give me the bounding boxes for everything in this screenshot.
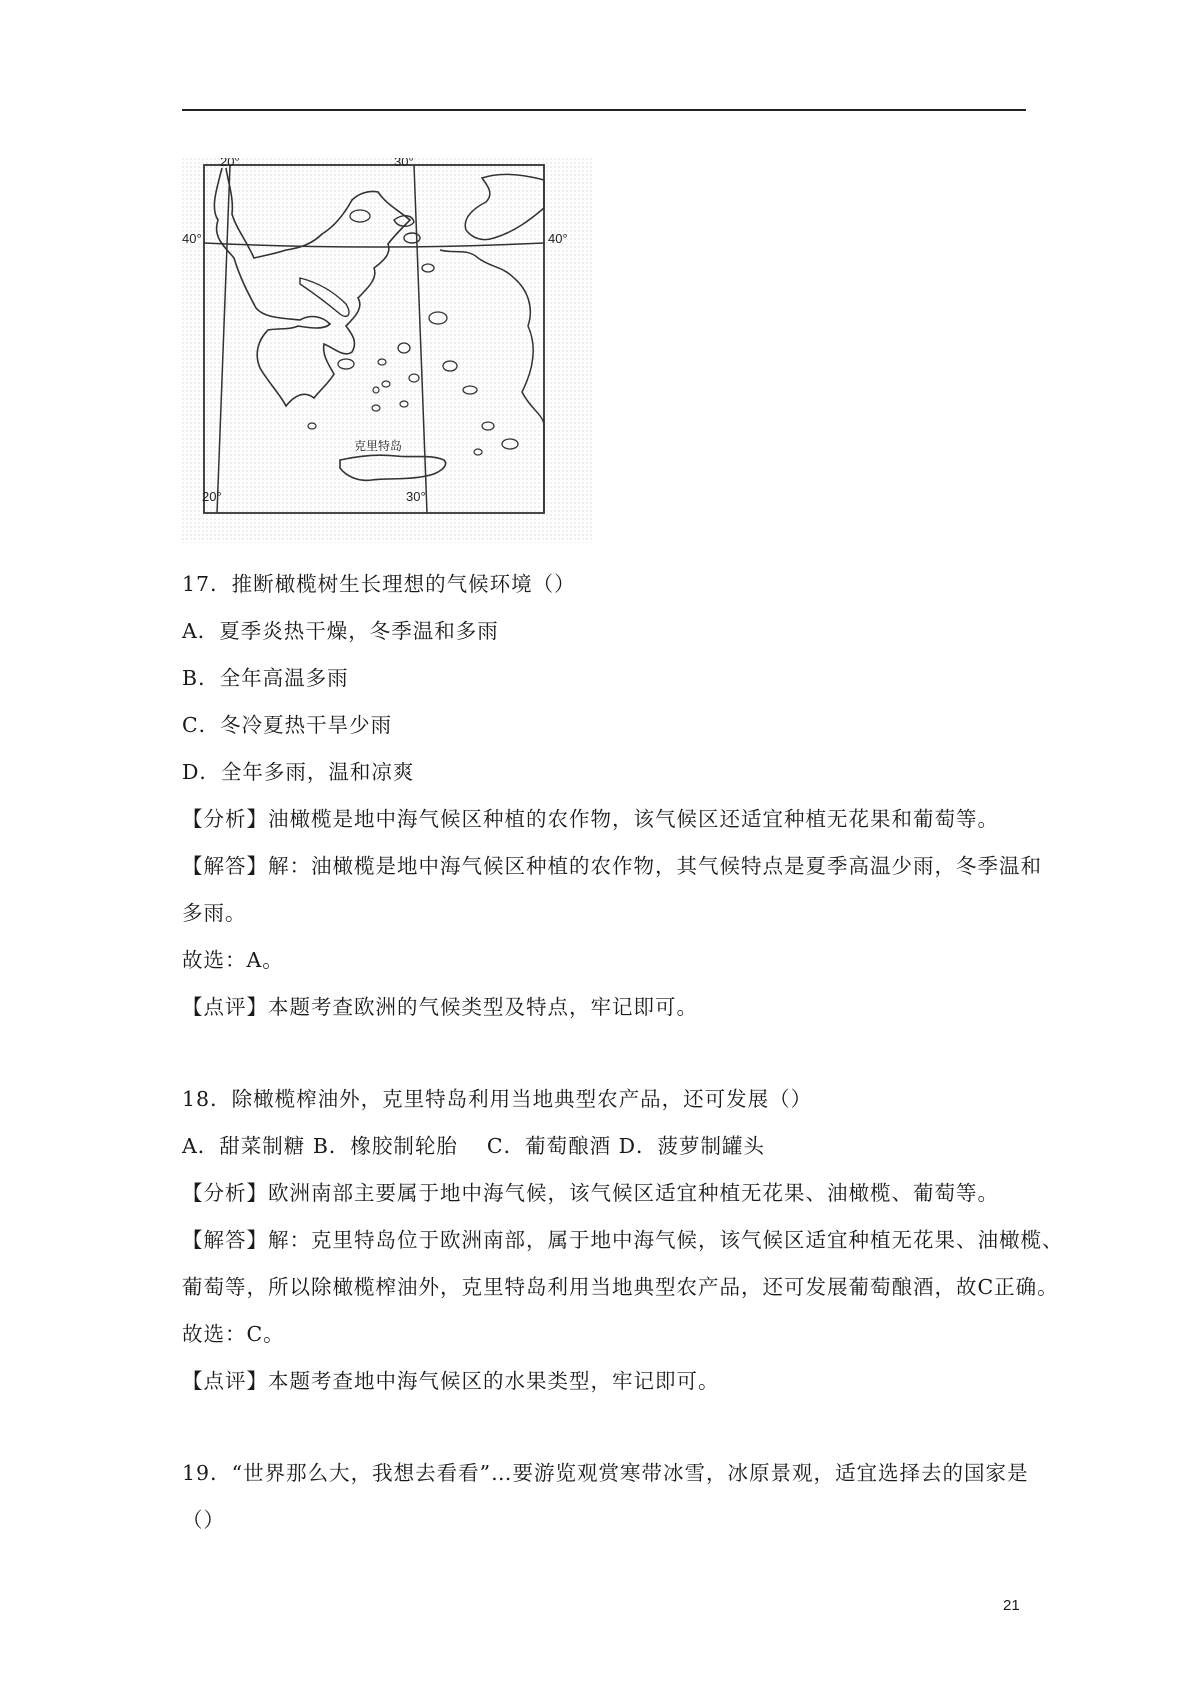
q17-comment: 【点评】本题考查欧洲的气候类型及特点，牢记即可。 bbox=[182, 995, 698, 1019]
q19-stem-line-1: 19．“世界那么大，我想去看看”…要游览观赏寒带冰雪，冰原景观，适宜选择去的国家是 bbox=[182, 1461, 1029, 1485]
q17-option-a: A．夏季炎热干燥，冬季温和多雨 bbox=[182, 619, 499, 643]
q18-answer-line-2: 葡萄等，所以除橄榄榨油外，克里特岛利用当地典型农产品，还可发展葡萄酿酒，故C正确。 bbox=[182, 1275, 1059, 1299]
page-number: 21 bbox=[1003, 1597, 1020, 1614]
greece-map bbox=[182, 158, 592, 543]
lon-label-top-30: 30° bbox=[394, 158, 414, 169]
q18-comment: 【点评】本题考查地中海气候区的水果类型，牢记即可。 bbox=[182, 1369, 720, 1393]
q17-option-b: B．全年高温多雨 bbox=[182, 666, 349, 690]
q17-option-c: C．冬冷夏热干旱少雨 bbox=[182, 713, 393, 737]
q18-analysis: 【分析】欧洲南部主要属于地中海气候，该气候区适宜种植无花果、油橄榄、葡萄等。 bbox=[182, 1181, 999, 1205]
q17-option-d: D．全年多雨，温和凉爽 bbox=[182, 760, 415, 784]
q17-stem: 17．推断橄榄树生长理想的气候环境（） bbox=[182, 572, 576, 596]
q18-stem: 18．除橄榄榨油外，克里特岛利用当地典型农产品，还可发展（） bbox=[182, 1087, 813, 1111]
q17-answer-line-1: 【解答】解：油橄榄是地中海气候区种植的农作物，其气候特点是夏季高温少雨，冬季温和 bbox=[182, 854, 1042, 878]
q17-answer-line-2: 多雨。 bbox=[182, 901, 247, 925]
crete-label: 克里特岛 bbox=[354, 439, 403, 453]
lon-label-bottom-20: 20° bbox=[202, 489, 222, 504]
q18-choice: 故选：C。 bbox=[182, 1322, 285, 1346]
q17-choice: 故选：A。 bbox=[182, 948, 284, 972]
lon-label-top-20: 20° bbox=[220, 158, 240, 169]
lat-label-left-40: 40° bbox=[182, 231, 202, 246]
lat-label-right-40: 40° bbox=[548, 231, 568, 246]
q18-answer-line-1: 【解答】解：克里特岛位于欧洲南部，属于地中海气候，该气候区适宜种植无花果、油橄榄、 bbox=[182, 1228, 1064, 1252]
header-rule bbox=[182, 109, 1026, 111]
map-background bbox=[182, 158, 592, 543]
q18-options: A．甜菜制糖 B．橡胶制轮胎 C．葡萄酿酒 D．菠萝制罐头 bbox=[182, 1134, 766, 1158]
q17-analysis: 【分析】油橄榄是地中海气候区种植的农作物，该气候区还适宜种植无花果和葡萄等。 bbox=[182, 807, 999, 831]
q19-stem-line-2: （） bbox=[182, 1508, 225, 1532]
lon-label-bottom-30: 30° bbox=[406, 489, 426, 504]
